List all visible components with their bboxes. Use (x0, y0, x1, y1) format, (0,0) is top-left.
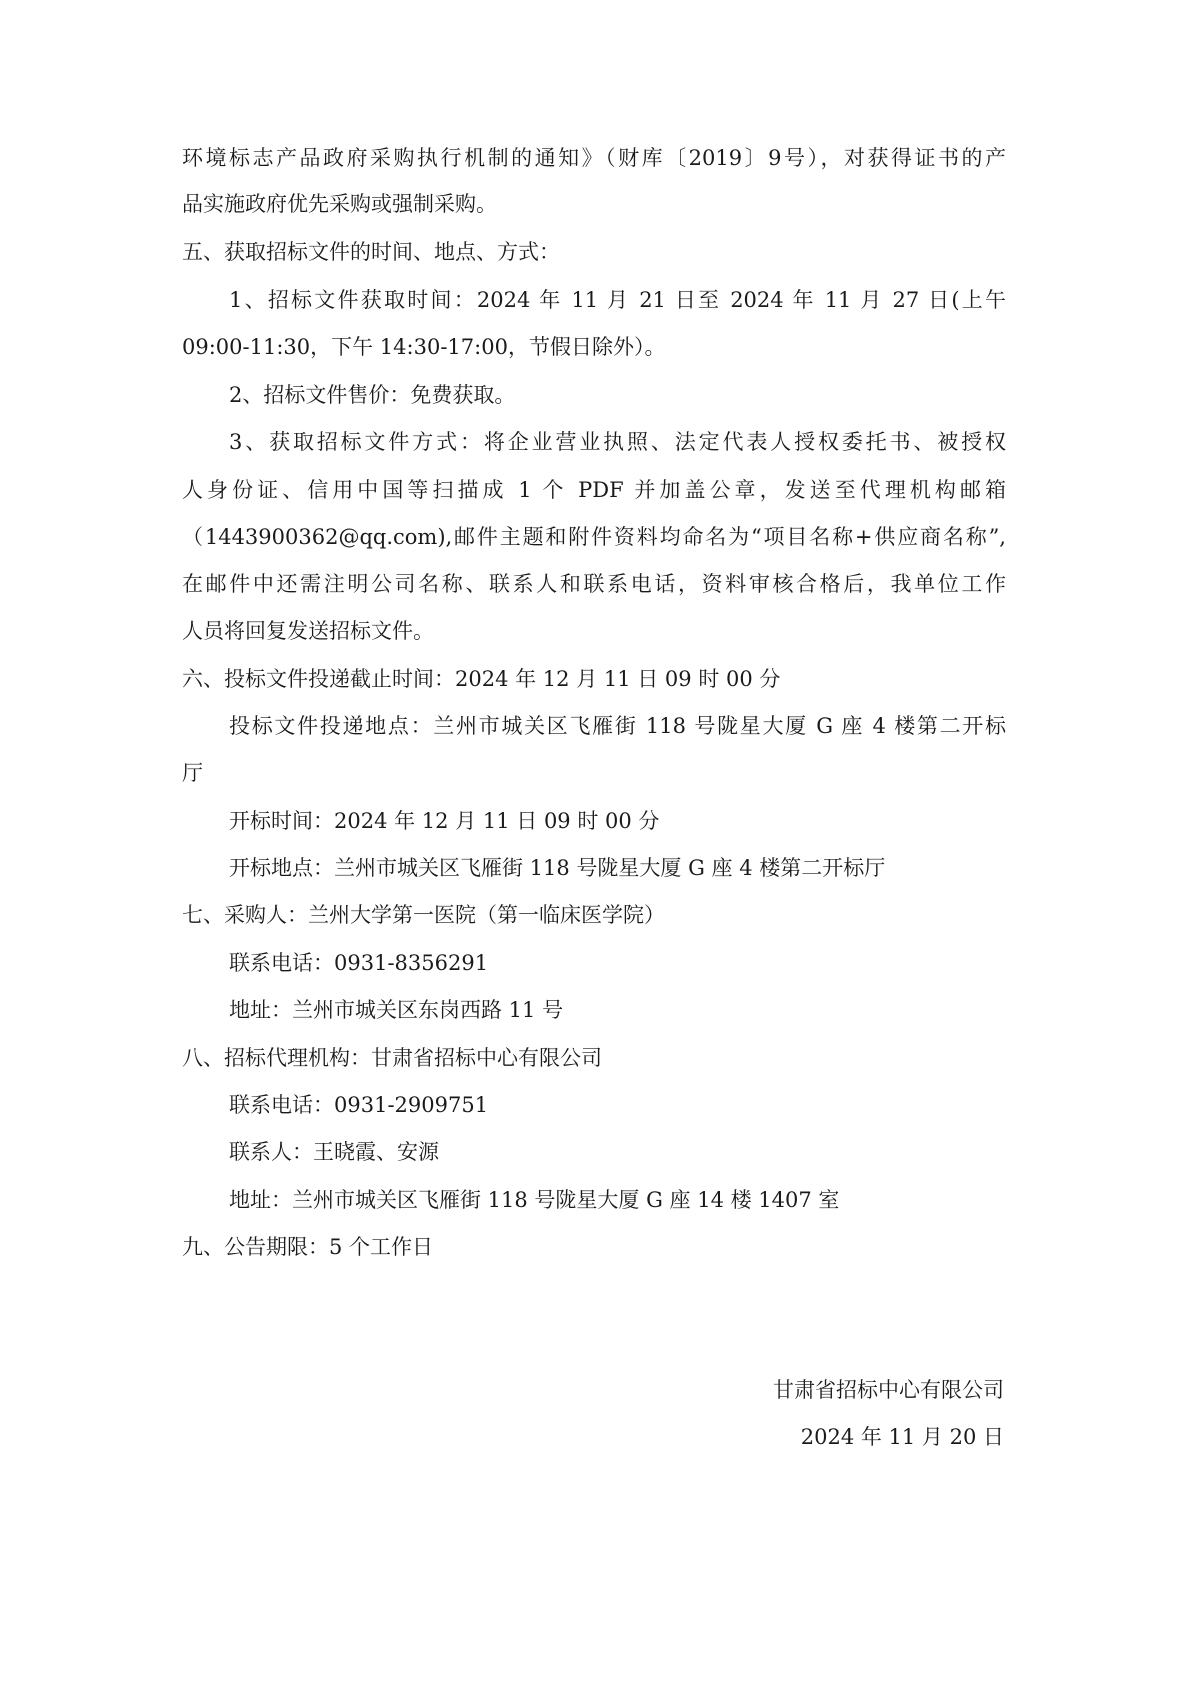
section-5-3-line-1: 3、获取招标文件方式：将企业营业执照、法定代表人授权委托书、被授权 (229, 430, 1006, 454)
section-7-address: 地址：兰州市城关区东岗西路 11 号 (229, 998, 564, 1022)
intro-line-2: 品实施政府优先采购或强制采购。 (182, 192, 497, 216)
section-5-1-line-1: 1、招标文件获取时间：2024 年 11 月 21 日至 2024 年 11 月 27 日(上午 (229, 288, 1006, 312)
section-5-3-line-4: 在邮件中还需注明公司名称、联系人和联系电话，资料审核合格后，我单位工作 (182, 572, 1006, 596)
section-5-1-line-2: 09:00-11:30，下午 14:30-17:00，节假日除外）。 (182, 335, 666, 359)
section-6-open-time: 开标时间：2024 年 12 月 11 日 09 时 00 分 (229, 809, 660, 833)
section-6-place-line-1: 投标文件投递地点：兰州市城关区飞雁街 118 号陇星大厦 G 座 4 楼第二开标 (229, 714, 1006, 738)
section-5-heading: 五、获取招标文件的时间、地点、方式： (182, 240, 560, 264)
section-6-place-line-2: 厅 (182, 761, 203, 785)
section-8-contact: 联系人：王晓霞、安源 (229, 1140, 439, 1164)
intro-line-1: 环境标志产品政府采购执行机制的通知》（财库〔2019〕9号），对获得证书的产 (182, 146, 1006, 170)
section-5-3-line-3: （1443900362@qq.com),邮件主题和附件资料均命名为“项目名称+供应商名称”, (182, 525, 1006, 549)
section-5-3-line-5: 人员将回复发送招标文件。 (182, 619, 434, 643)
section-5-2: 2、招标文件售价：免费获取。 (229, 383, 516, 407)
section-7-heading: 七、采购人：兰州大学第一医院（第一临床医学院） (182, 903, 665, 927)
section-7-phone: 联系电话：0931-8356291 (229, 951, 489, 975)
section-9-heading: 九、公告期限：5 个工作日 (182, 1235, 434, 1259)
section-5-3-line-2: 人身份证、信用中国等扫描成 1 个 PDF 并加盖公章，发送至代理机构邮箱 (182, 478, 1006, 502)
signature-date: 2024 年 11 月 20 日 (800, 1425, 1004, 1449)
section-8-heading: 八、招标代理机构：甘肃省招标中心有限公司 (182, 1046, 602, 1070)
signature-organization: 甘肃省招标中心有限公司 (773, 1378, 1004, 1402)
section-8-address: 地址：兰州市城关区飞雁街 118 号陇星大厦 G 座 14 楼 1407 室 (229, 1188, 840, 1212)
section-8-phone: 联系电话：0931-2909751 (229, 1093, 489, 1117)
section-6-open-place: 开标地点：兰州市城关区飞雁街 118 号陇星大厦 G 座 4 楼第二开标厅 (229, 856, 886, 880)
section-6-heading: 六、投标文件投递截止时间：2024 年 12 月 11 日 09 时 00 分 (182, 667, 781, 691)
